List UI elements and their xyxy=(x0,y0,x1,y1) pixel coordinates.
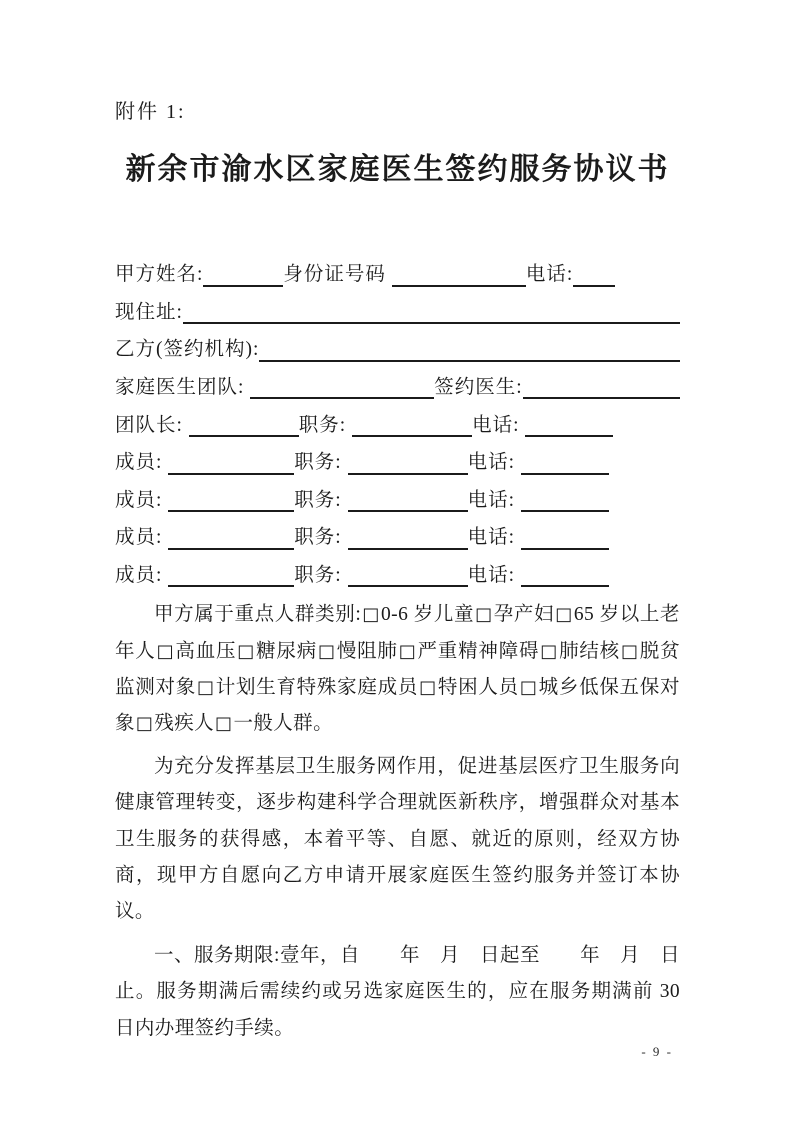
field-label: 职务: xyxy=(294,452,348,474)
form-row xyxy=(115,362,680,400)
field-label: 电话: xyxy=(467,527,521,549)
field-label: 签约医生: xyxy=(434,376,523,398)
field-label: 现住址: xyxy=(115,301,183,323)
page-number: - 9 - xyxy=(641,1044,673,1059)
checkbox-item-label: 糖尿病 xyxy=(256,640,317,662)
form-row xyxy=(115,550,680,588)
blank-underline xyxy=(521,564,609,588)
checkbox-icon: □ xyxy=(215,712,233,734)
checkbox-icon: □ xyxy=(237,640,256,662)
field-label: 电话: xyxy=(467,452,521,474)
field-label: 电话: xyxy=(525,264,574,286)
field-label: 成员: xyxy=(115,527,169,549)
checkbox-icon: □ xyxy=(135,712,154,734)
checkbox-icon: □ xyxy=(398,640,417,662)
agreement-form xyxy=(115,249,680,587)
checkbox-item-label: 慢阻肺 xyxy=(336,640,398,662)
checkbox-icon: □ xyxy=(156,640,175,662)
form-row xyxy=(115,512,680,550)
checkbox-item-label: 脱贫监测对象 xyxy=(115,640,680,698)
field-label: 职务: xyxy=(294,564,348,586)
blank-underline xyxy=(348,488,468,512)
blank-underline xyxy=(521,451,609,475)
blank-underline xyxy=(168,526,294,550)
blank-underline xyxy=(348,451,468,475)
field-label: 成员: xyxy=(115,564,169,586)
priority-groups-paragraph xyxy=(115,597,680,742)
checkbox-item-label: 一般人群 xyxy=(233,712,314,734)
priority-groups-prefix: 甲方属于重点人群类别: xyxy=(154,604,362,626)
field-label: 甲方姓名: xyxy=(115,264,204,286)
blank-underline xyxy=(525,413,613,437)
checkbox-icon: □ xyxy=(475,604,493,626)
blank-underline xyxy=(168,451,294,475)
checkbox-icon: □ xyxy=(419,676,437,698)
form-row xyxy=(115,287,680,325)
checkbox-icon: □ xyxy=(555,604,573,626)
blank-underline xyxy=(189,413,299,437)
blank-underline xyxy=(250,376,434,400)
blank-underline xyxy=(348,564,468,588)
field-label: 团队长: xyxy=(115,414,189,436)
checkbox-item-label: 计划生育特殊家庭成员 xyxy=(215,676,419,698)
field-label: 职务: xyxy=(294,489,348,511)
form-row xyxy=(115,249,680,287)
blank-underline xyxy=(521,488,609,512)
checkbox-item-label: 严重精神障碍 xyxy=(417,640,540,662)
field-label: 家庭医生团队: xyxy=(115,376,251,398)
checkbox-item-label: 肺结核 xyxy=(559,640,620,662)
checkbox-icon: □ xyxy=(196,676,215,698)
field-label: 电话: xyxy=(472,414,526,436)
checkbox-item-label: 高血压 xyxy=(175,640,237,662)
page-title: 新余市渝水区家庭医生签约服务协议书 xyxy=(125,153,670,186)
checkbox-item-label: 残疾人 xyxy=(154,712,215,734)
checkbox-icon: □ xyxy=(620,640,639,662)
blank-underline xyxy=(168,488,294,512)
purpose-paragraph: 为充分发挥基层卫生服务网作用，促进基层医疗卫生服务向健康管理转变，逐步构建科学合理就医新秩序，增强群众对基本卫生服务的获得感，本着平等、自愿、就近的原则，经双方协商，现甲方自愿向乙方申请开展家庭医生签约服务并签订本协议。 xyxy=(115,756,680,922)
field-label: 职务: xyxy=(298,414,353,436)
checkbox-item-label: 65 岁以上老年人 xyxy=(115,604,680,662)
blank-underline xyxy=(203,263,283,287)
checkbox-icon: □ xyxy=(540,640,559,662)
field-label: 身份证号码 xyxy=(283,264,392,286)
checkbox-icon: □ xyxy=(362,604,381,626)
form-row xyxy=(115,475,680,513)
checkbox-item-label: 孕产妇 xyxy=(493,604,555,626)
blank-underline xyxy=(573,263,615,287)
field-label: 电话: xyxy=(467,489,521,511)
blank-underline xyxy=(523,376,680,400)
blank-underline xyxy=(392,263,526,287)
form-row xyxy=(115,399,680,437)
blank-underline xyxy=(521,526,609,550)
checkbox-item-label: 特困人员 xyxy=(437,676,519,698)
field-label: 成员: xyxy=(115,452,169,474)
form-row xyxy=(115,324,680,362)
field-label: 乙方(签约机构): xyxy=(115,339,260,361)
checkbox-icon: □ xyxy=(318,640,336,662)
blank-underline xyxy=(183,300,680,324)
blank-underline xyxy=(352,413,472,437)
field-label: 职务: xyxy=(294,527,348,549)
blank-underline xyxy=(348,526,468,550)
checkbox-icon: □ xyxy=(519,676,538,698)
blank-underline xyxy=(168,564,294,588)
blank-underline xyxy=(259,338,680,362)
field-label: 电话: xyxy=(467,564,521,586)
form-row xyxy=(115,437,680,475)
service-term-paragraph: 一、服务期限:壹年，自 年 月 日起至 年 月 日止。服务期满后需续约或另选家庭医生的，应在服务期满前 30 日内办理签约手续。 xyxy=(115,945,680,1039)
priority-groups-suffix: 。 xyxy=(313,712,333,734)
field-label: 成员: xyxy=(115,489,169,511)
attachment-label: 附件 1: xyxy=(115,101,186,123)
checkbox-item-label: 城乡低保五保对象 xyxy=(115,676,680,734)
checkbox-item-label: 0-6 岁儿童 xyxy=(381,604,475,626)
